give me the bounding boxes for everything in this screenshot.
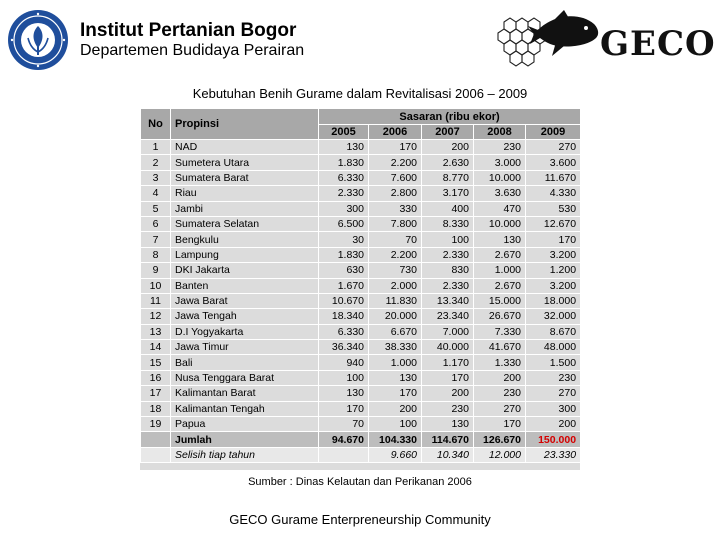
table-row [141, 201, 581, 216]
row-number: 17 [141, 386, 171, 401]
value-cell: 38.330 [369, 340, 422, 355]
seed-demand-table [140, 108, 581, 463]
value-cell: 1.000 [369, 355, 422, 370]
province-name: Lampung [171, 247, 319, 262]
province-name: Papua [171, 417, 319, 432]
value-cell: 3.000 [474, 155, 526, 170]
value-cell: 730 [369, 263, 422, 278]
value-cell: 3.200 [526, 247, 581, 262]
year-header-2007: 2007 [422, 125, 474, 140]
value-cell: 2.630 [422, 155, 474, 170]
value-cell: 70 [319, 417, 369, 432]
value-cell: 8.330 [422, 216, 474, 231]
value-cell: 200 [474, 370, 526, 385]
value-cell: 1.200 [526, 263, 581, 278]
value-cell: 11.670 [526, 170, 581, 185]
value-cell: 7.800 [369, 216, 422, 231]
value-cell: 7.330 [474, 324, 526, 339]
total-value: 94.670 [319, 432, 369, 447]
value-cell: 130 [422, 417, 474, 432]
table-row [141, 170, 581, 185]
province-name: Sumetera Utara [171, 155, 319, 170]
value-cell: 70 [369, 232, 422, 247]
value-cell: 130 [319, 386, 369, 401]
table-row [141, 417, 581, 432]
province-name: Jawa Tengah [171, 309, 319, 324]
table-row [141, 247, 581, 262]
value-cell: 40.000 [422, 340, 474, 355]
ipb-seal-icon [6, 8, 70, 72]
value-cell: 170 [526, 232, 581, 247]
value-cell: 200 [369, 401, 422, 416]
value-cell: 200 [422, 386, 474, 401]
table-row [141, 309, 581, 324]
row-number: 15 [141, 355, 171, 370]
total-value: 126.670 [474, 432, 526, 447]
value-cell: 2.330 [422, 247, 474, 262]
value-cell: 10.000 [474, 216, 526, 231]
department-name: Departemen Budidaya Perairan [80, 42, 305, 59]
value-cell: 20.000 [369, 309, 422, 324]
difference-value: 10.340 [422, 447, 474, 462]
total-value: 150.000 [526, 432, 581, 447]
institution-name: Institut Pertanian Bogor [80, 20, 297, 41]
total-value: 104.330 [369, 432, 422, 447]
row-number: 10 [141, 278, 171, 293]
value-cell: 530 [526, 201, 581, 216]
value-cell: 170 [474, 417, 526, 432]
geco-logo-text: GECO [600, 24, 716, 64]
difference-value: 12.000 [474, 447, 526, 462]
value-cell: 230 [474, 140, 526, 155]
value-cell: 230 [474, 386, 526, 401]
province-name: Bengkulu [171, 232, 319, 247]
value-cell: 30 [319, 232, 369, 247]
value-cell: 8.670 [526, 324, 581, 339]
value-cell: 230 [526, 370, 581, 385]
value-cell: 630 [319, 263, 369, 278]
value-cell: 330 [369, 201, 422, 216]
province-name: NAD [171, 140, 319, 155]
table-row [141, 263, 581, 278]
total-row [141, 432, 581, 447]
value-cell: 2.200 [369, 155, 422, 170]
value-cell: 18.340 [319, 309, 369, 324]
slide-header [0, 0, 720, 78]
value-cell: 1.170 [422, 355, 474, 370]
value-cell: 12.670 [526, 216, 581, 231]
value-cell: 6.500 [319, 216, 369, 231]
value-cell: 470 [474, 201, 526, 216]
value-cell: 100 [422, 232, 474, 247]
value-cell: 1.000 [474, 263, 526, 278]
col-province-header: Propinsi [171, 109, 319, 140]
difference-label: Selisih tiap tahun [171, 447, 319, 462]
value-cell: 32.000 [526, 309, 581, 324]
value-cell: 270 [474, 401, 526, 416]
value-cell: 10.670 [319, 293, 369, 308]
total-value: 114.670 [422, 432, 474, 447]
province-name: Jambi [171, 201, 319, 216]
province-name: Kalimantan Tengah [171, 401, 319, 416]
table-row [141, 232, 581, 247]
row-number: 6 [141, 216, 171, 231]
value-cell: 2.800 [369, 186, 422, 201]
table-row [141, 278, 581, 293]
value-cell: 1.670 [319, 278, 369, 293]
difference-value [319, 447, 369, 462]
value-cell: 1.830 [319, 155, 369, 170]
table-row [141, 216, 581, 231]
row-number: 1 [141, 140, 171, 155]
value-cell: 170 [369, 386, 422, 401]
value-cell: 130 [319, 140, 369, 155]
province-name: Jawa Timur [171, 340, 319, 355]
value-cell: 230 [422, 401, 474, 416]
province-name: Nusa Tenggara Barat [171, 370, 319, 385]
province-name: Jawa Barat [171, 293, 319, 308]
row-number: 3 [141, 170, 171, 185]
province-name: Kalimantan Barat [171, 386, 319, 401]
table-row [141, 355, 581, 370]
value-cell: 300 [319, 201, 369, 216]
row-number: 19 [141, 417, 171, 432]
value-cell: 170 [369, 140, 422, 155]
total-empty-cell [141, 432, 171, 447]
value-cell: 2.670 [474, 278, 526, 293]
value-cell: 1.330 [474, 355, 526, 370]
value-cell: 2.670 [474, 247, 526, 262]
value-cell: 2.200 [369, 247, 422, 262]
province-name: DKI Jakarta [171, 263, 319, 278]
row-number: 16 [141, 370, 171, 385]
row-number: 4 [141, 186, 171, 201]
value-cell: 10.000 [474, 170, 526, 185]
row-number: 14 [141, 340, 171, 355]
value-cell: 48.000 [526, 340, 581, 355]
table-row [141, 370, 581, 385]
year-header-2008: 2008 [474, 125, 526, 140]
province-name: Sumatera Barat [171, 170, 319, 185]
value-cell: 130 [369, 370, 422, 385]
value-cell: 200 [422, 140, 474, 155]
value-cell: 6.330 [319, 170, 369, 185]
province-name: D.I Yogyakarta [171, 324, 319, 339]
year-header-2006: 2006 [369, 125, 422, 140]
value-cell: 100 [319, 370, 369, 385]
value-cell: 36.340 [319, 340, 369, 355]
difference-empty-cell [141, 447, 171, 462]
province-name: Bali [171, 355, 319, 370]
row-number: 12 [141, 309, 171, 324]
total-label: Jumlah [171, 432, 319, 447]
value-cell: 1.830 [319, 247, 369, 262]
table-row [141, 293, 581, 308]
difference-row [141, 447, 581, 462]
source-note: Sumber : Dinas Kelautan dan Perikanan 2006 [248, 476, 472, 488]
col-target-header: Sasaran (ribu ekor) [319, 109, 581, 125]
value-cell: 130 [474, 232, 526, 247]
value-cell: 400 [422, 201, 474, 216]
value-cell: 41.670 [474, 340, 526, 355]
province-name: Riau [171, 186, 319, 201]
table-row [141, 386, 581, 401]
value-cell: 2.330 [422, 278, 474, 293]
value-cell: 7.000 [422, 324, 474, 339]
value-cell: 830 [422, 263, 474, 278]
value-cell: 270 [526, 386, 581, 401]
table-row [141, 401, 581, 416]
difference-value: 9.660 [369, 447, 422, 462]
value-cell: 270 [526, 140, 581, 155]
data-table [140, 108, 580, 470]
slide-title: Kebutuhan Benih Gurame dalam Revitalisasi 2006 – 2009 [192, 86, 528, 101]
value-cell: 100 [369, 417, 422, 432]
value-cell: 23.340 [422, 309, 474, 324]
row-number: 2 [141, 155, 171, 170]
value-cell: 2.000 [369, 278, 422, 293]
value-cell: 3.600 [526, 155, 581, 170]
difference-value: 23.330 [526, 447, 581, 462]
table-row [141, 186, 581, 201]
value-cell: 940 [319, 355, 369, 370]
row-number: 11 [141, 293, 171, 308]
value-cell: 11.830 [369, 293, 422, 308]
row-number: 9 [141, 263, 171, 278]
row-number: 5 [141, 201, 171, 216]
value-cell: 300 [526, 401, 581, 416]
value-cell: 15.000 [474, 293, 526, 308]
value-cell: 1.500 [526, 355, 581, 370]
value-cell: 170 [422, 370, 474, 385]
value-cell: 8.770 [422, 170, 474, 185]
value-cell: 200 [526, 417, 581, 432]
year-header-2005: 2005 [319, 125, 369, 140]
row-number: 18 [141, 401, 171, 416]
table-row [141, 140, 581, 155]
value-cell: 6.670 [369, 324, 422, 339]
value-cell: 3.630 [474, 186, 526, 201]
row-number: 13 [141, 324, 171, 339]
table-row [141, 155, 581, 170]
year-header-2009: 2009 [526, 125, 581, 140]
value-cell: 3.200 [526, 278, 581, 293]
table-row [141, 324, 581, 339]
value-cell: 3.170 [422, 186, 474, 201]
value-cell: 13.340 [422, 293, 474, 308]
value-cell: 18.000 [526, 293, 581, 308]
value-cell: 7.600 [369, 170, 422, 185]
province-name: Banten [171, 278, 319, 293]
value-cell: 170 [319, 401, 369, 416]
province-name: Sumatera Selatan [171, 216, 319, 231]
value-cell: 26.670 [474, 309, 526, 324]
value-cell: 4.330 [526, 186, 581, 201]
value-cell: 2.330 [319, 186, 369, 201]
footer-text: GECO Gurame Enterpreneurship Community [229, 512, 491, 527]
value-cell: 6.330 [319, 324, 369, 339]
col-no-header: No [141, 109, 171, 140]
row-number: 7 [141, 232, 171, 247]
table-row [141, 340, 581, 355]
row-number: 8 [141, 247, 171, 262]
